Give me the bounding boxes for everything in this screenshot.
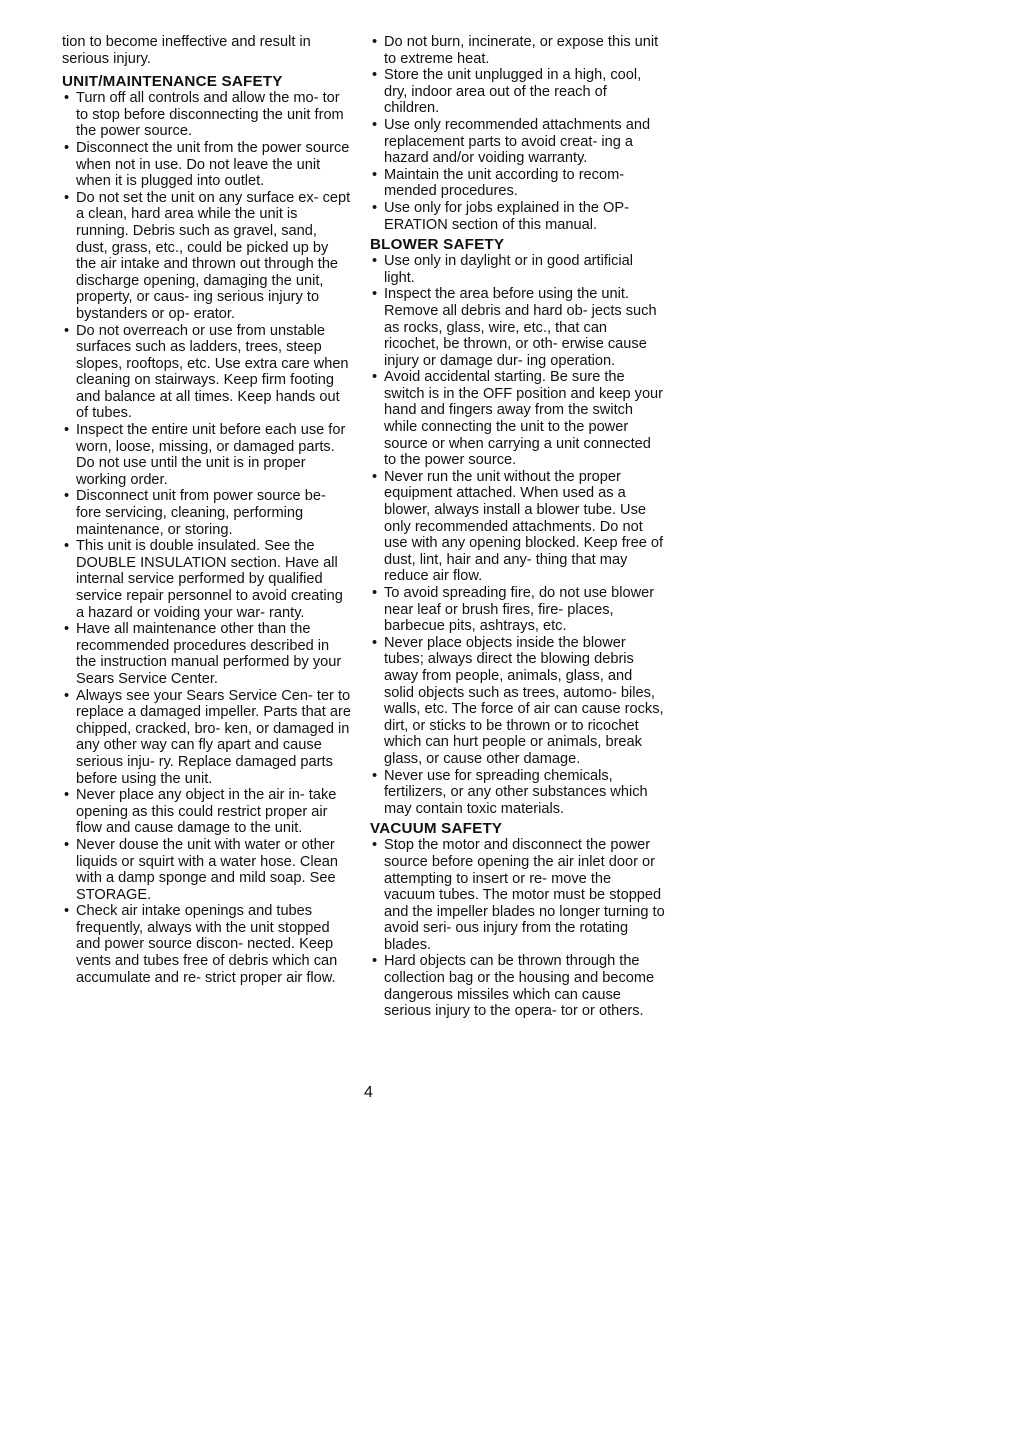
list-item: • Do not overreach or use from unstable surfaces such as ladders, trees, steep slopes, rooftops, etc. Use extra care when cleaning on stairways. Keep firm footing and balance at all times. Keep hands out of tubes.	[62, 323, 352, 423]
list-item: • Inspect the area before using the unit. Remove all debris and hard ob- jects such as rocks, glass, wire, etc., that can ricochet, be thrown, or oth- erwise cause injury or damage dur- ing operation.	[370, 286, 666, 369]
list-item: • Have all maintenance other than the recommended procedures described in the instruction manual performed by your Sears Service Center.	[62, 621, 352, 687]
list-item: • Never run the unit without the proper equipment attached. When used as a blower, always install a blower tube. Use only recommended attachments. Do not use with any opening blocked. Keep free of dust, lint, hair and any- thing that may reduce air flow.	[370, 469, 666, 585]
list-item: • Never place objects inside the blower tubes; always direct the blowing debris away from people, animals, glass, and solid objects such as trees, automo- biles, walls, etc. The force of air can cause rocks, dirt, or sticks to be thrown or to ricochet which can hurt people or animals, break glass, or cause other damage.	[370, 635, 666, 768]
list-item: • Disconnect unit from power source be- fore servicing, cleaning, performing maintenance, or storing.	[62, 488, 352, 538]
list-item: • Do not set the unit on any surface ex- cept a clean, hard area while the unit is running. Debris such as gravel, sand, dust, grass, etc., could be picked up by the air intake and thrown out through the discharge opening, damaging the unit, property, or caus- ing serious injury to bystanders or op- erator.	[62, 190, 352, 323]
list-item: • Check air intake openings and tubes frequently, always with the unit stopped and power source discon- nected. Keep vents and tubes free of debris which can accumulate and re- strict proper air flow.	[62, 903, 352, 986]
left-column	[62, 34, 352, 986]
unit-maintenance-heading: UNIT/MAINTENANCE SAFETY	[62, 73, 283, 91]
list-item: • Avoid accidental starting. Be sure the switch is in the OFF position and keep your hand and fingers away from the switch while connecting the unit to the power source or when carrying a unit connected to the power source.	[370, 369, 666, 469]
list-item: • Stop the motor and disconnect the power source before opening the air inlet door or attempting to insert or re- move the vacuum tubes. The motor must be stopped and the impeller blades no longer turning to avoid seri- ous injury from the rotating blades.	[370, 837, 666, 953]
right-column	[370, 34, 666, 1020]
vacuum-safety-heading: VACUUM SAFETY	[370, 820, 503, 838]
list-item: • Never douse the unit with water or other liquids or squirt with a water hose. Clean with a damp sponge and mild soap. See STORAGE.	[62, 837, 352, 903]
list-item: • To avoid spreading fire, do not use blower near leaf or brush fires, fire- places, barbecue pits, ashtrays, etc.	[370, 585, 666, 635]
list-item: • Maintain the unit according to recom- mended procedures.	[370, 167, 666, 200]
unit-maintenance-continued-list	[370, 34, 666, 233]
blower-safety-list	[370, 253, 666, 817]
intro-text: tion to become ineffective and result in serious injury.	[62, 34, 311, 67]
list-item: • This unit is double insulated. See the DOUBLE INSULATION section. Have all internal service performed by qualified service repair personnel to avoid creating a hazard or voiding your war- ranty.	[62, 538, 352, 621]
blower-safety-heading: BLOWER SAFETY	[370, 236, 505, 254]
page-number: 4	[364, 1084, 373, 1101]
list-item: • Use only in daylight or in good artificial light.	[370, 253, 666, 286]
list-item: • Never use for spreading chemicals, fertilizers, or any other substances which may contain toxic materials.	[370, 768, 666, 818]
list-item: • Store the unit unplugged in a high, cool, dry, indoor area out of the reach of children.	[370, 67, 666, 117]
list-item: • Use only recommended attachments and replacement parts to avoid creat- ing a hazard and/or voiding warranty.	[370, 117, 666, 167]
list-item: • Hard objects can be thrown through the collection bag or the housing and become dangerous missiles which can cause serious injury to the opera- tor or others.	[370, 953, 666, 1019]
list-item: • Use only for jobs explained in the OP- ERATION section of this manual.	[370, 200, 666, 233]
vacuum-safety-list	[370, 837, 666, 1020]
unit-maintenance-list	[62, 90, 352, 986]
list-item: • Inspect the entire unit before each use for worn, loose, missing, or damaged parts. Do not use until the unit is in proper working order.	[62, 422, 352, 488]
list-item: • Turn off all controls and allow the mo- tor to stop before disconnecting the unit from the power source.	[62, 90, 352, 140]
list-item: • Always see your Sears Service Cen- ter to replace a damaged impeller. Parts that are chipped, cracked, bro- ken, or damaged in any other way can fly apart and cause serious inju- ry. Replace damaged parts before using the unit.	[62, 688, 352, 788]
list-item: • Never place any object in the air in- take opening as this could restrict proper air flow and cause damage to the unit.	[62, 787, 352, 837]
list-item: • Disconnect the unit from the power source when not in use. Do not leave the unit when it is plugged into outlet.	[62, 140, 352, 190]
list-item: • Do not burn, incinerate, or expose this unit to extreme heat.	[370, 34, 666, 67]
